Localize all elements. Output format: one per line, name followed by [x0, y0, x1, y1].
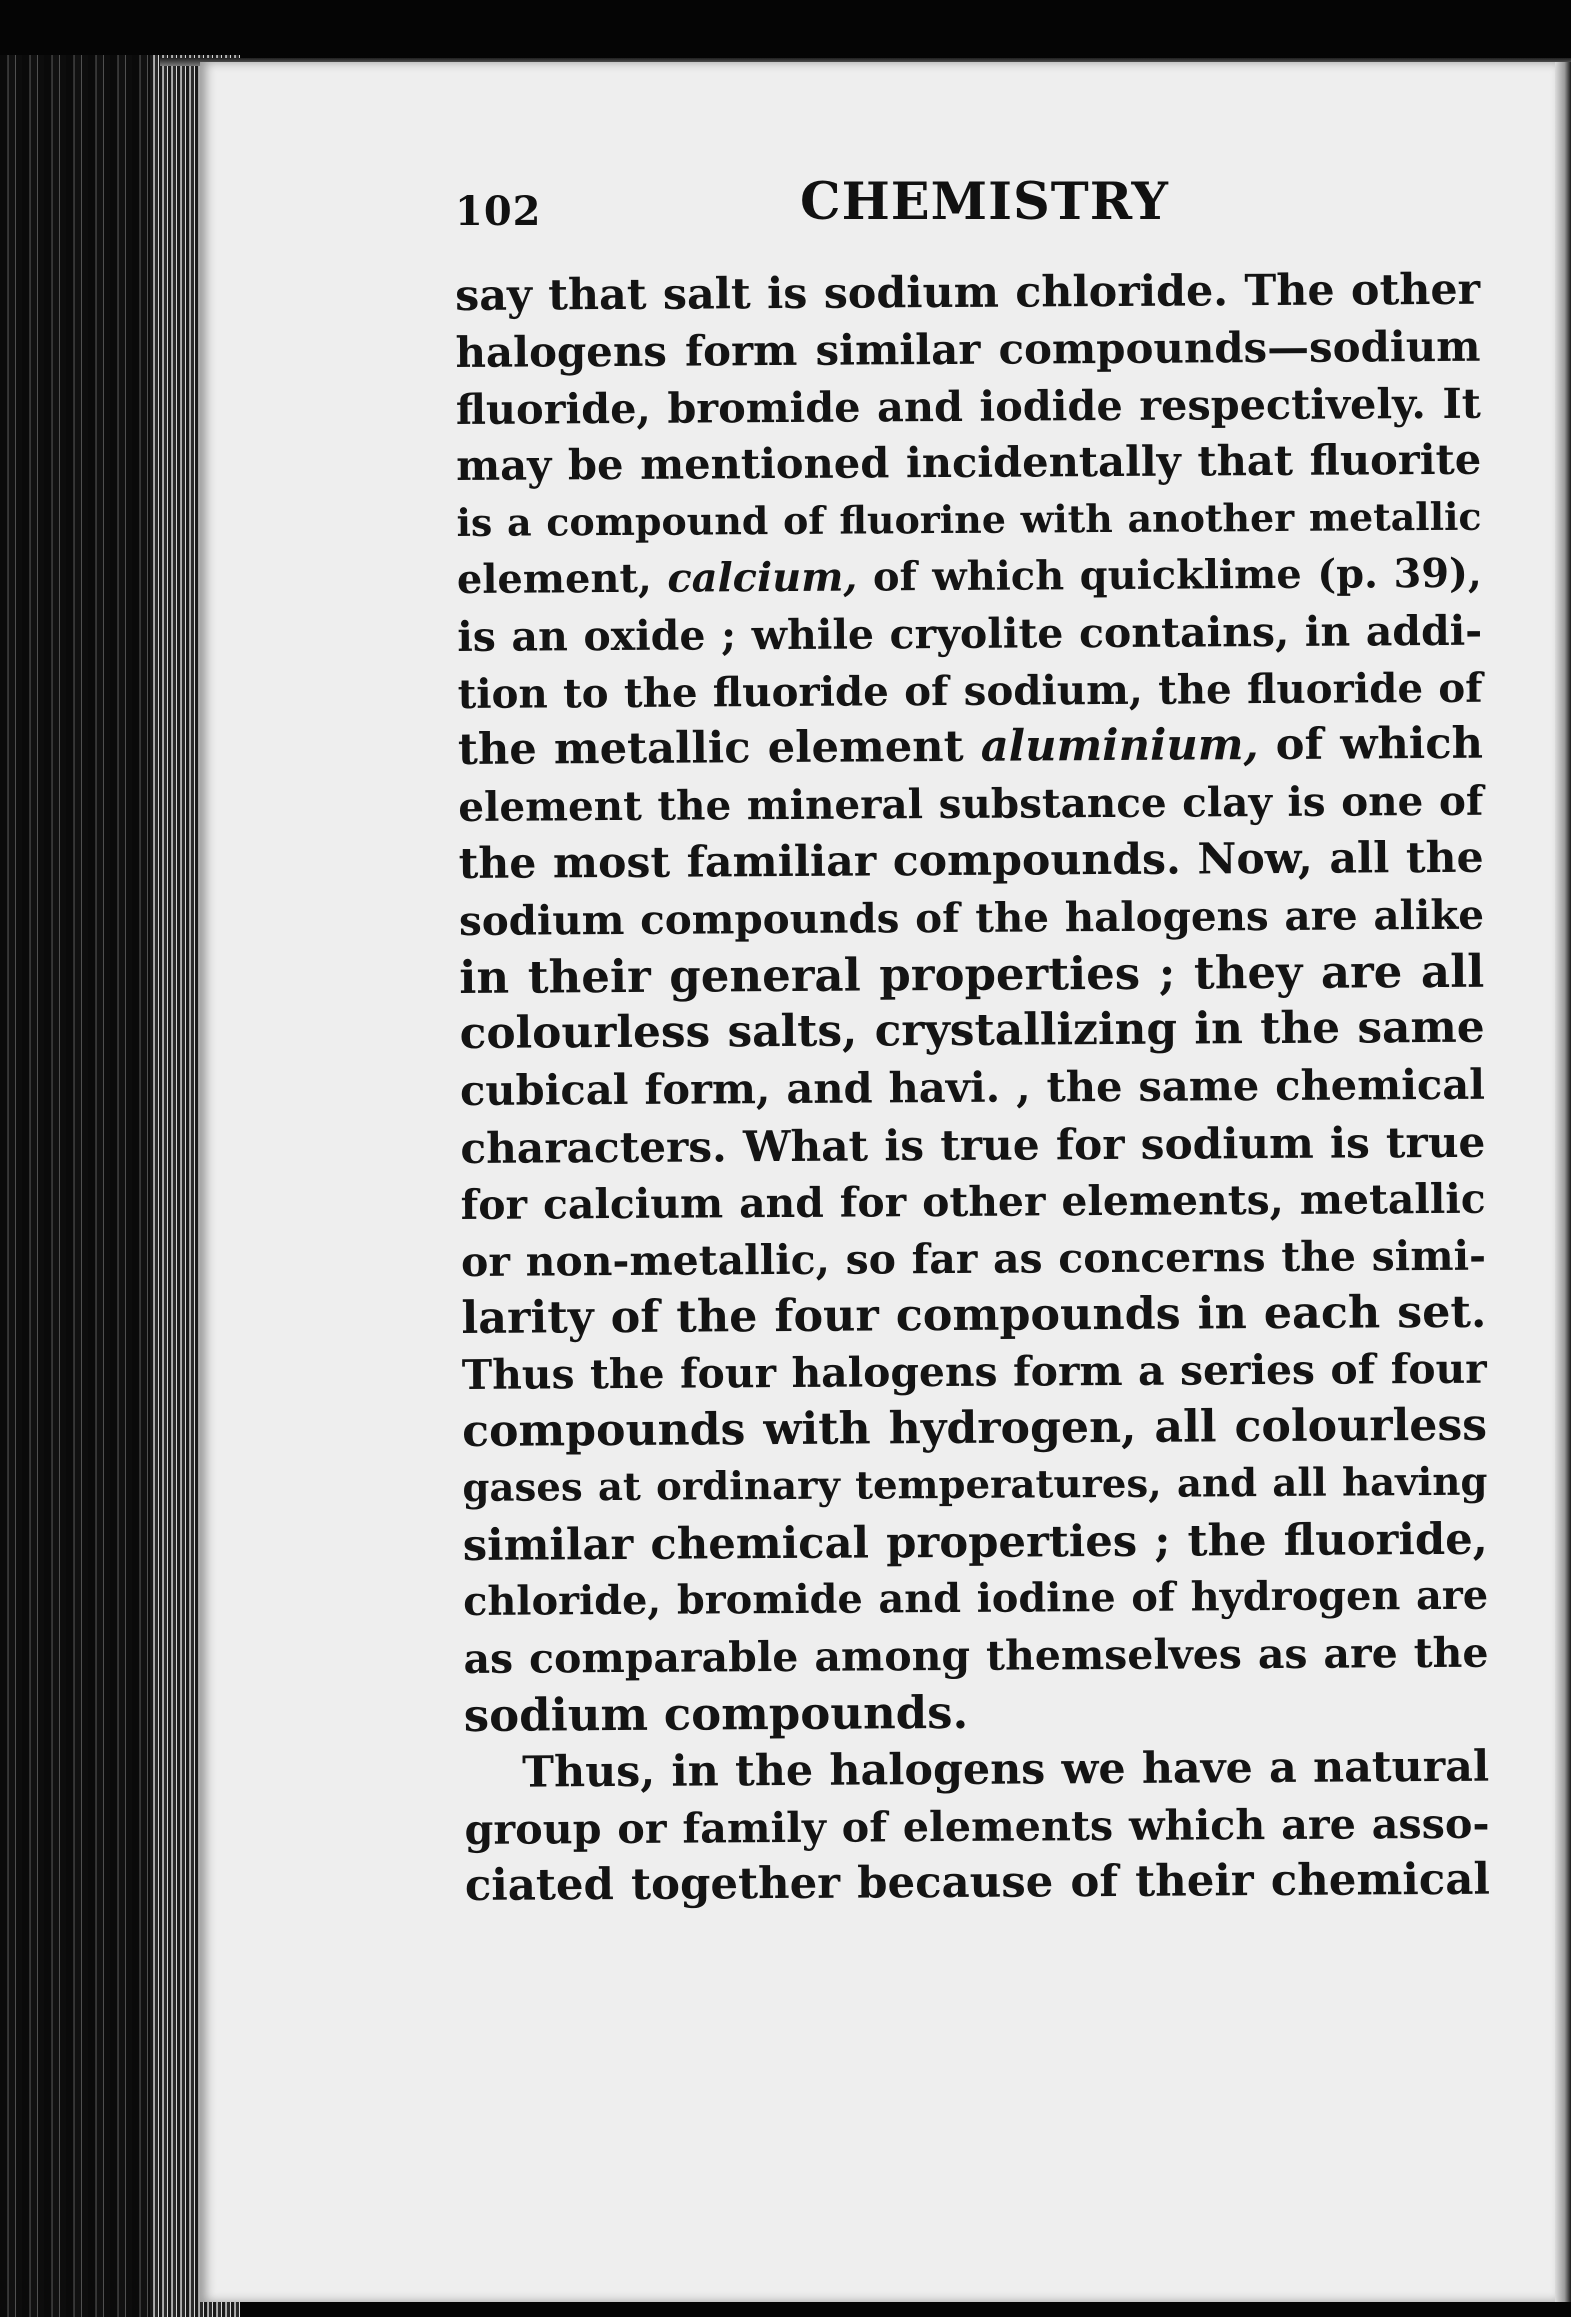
text-line: the metallic element aluminium, of which	[457, 718, 1484, 776]
text-line: compounds with hydrogen, all colourless	[461, 1399, 1488, 1457]
text-line: sodium compounds of the halogens are alike	[458, 890, 1485, 945]
text-line: characters. What is true for sodium is true	[460, 1116, 1486, 1173]
text-line: ciated together because of their chemical	[464, 1854, 1491, 1912]
page-number: 102	[455, 188, 542, 235]
text-line: similar chemical properties ; the fluoride,	[462, 1513, 1488, 1571]
italic-term: calcium,	[667, 554, 858, 602]
text-line: colourless salts, crystallizing in the same	[459, 1002, 1485, 1060]
text-line: larity of the four compounds in each set.	[461, 1286, 1487, 1345]
text-line: tion to the fluoride of sodium, the fluoride of	[457, 663, 1483, 718]
text-line: Thus, in the halogens we have a natural	[522, 1741, 1490, 1798]
body-text	[455, 262, 1490, 1915]
text-line: element, calcium, of which quicklime (p. 39),	[456, 550, 1483, 603]
text-line: say that salt is sodium chloride. The other	[455, 264, 1481, 321]
text-line: halogens form similar compounds—sodium	[455, 321, 1481, 377]
running-head: CHEMISTRY	[800, 172, 1169, 232]
text-line: fluoride, bromide and iodide respectively. It	[455, 378, 1481, 434]
text-line: the most familiar compounds. Now, all the	[458, 832, 1484, 889]
page-right-edge	[1555, 62, 1571, 2302]
text-line: as comparable among themselves as are the	[463, 1628, 1489, 1684]
text-line: is a compound of fluorine with another metallic	[456, 493, 1482, 546]
text-line: sodium compounds.	[463, 1685, 969, 1742]
text-line: in their general properties ; they are all	[459, 944, 1485, 1004]
text-line: may be mentioned incidentally that fluorite	[456, 435, 1482, 491]
text-line: or non-metallic, so far as concerns the simi-	[460, 1231, 1487, 1286]
text-line: is an oxide ; while cryolite contains, in addi-	[457, 606, 1483, 661]
italic-term: aluminium,	[980, 719, 1259, 773]
text-line: chloride, bromide and iodine of hydrogen are	[463, 1573, 1489, 1626]
text-line: element the mineral substance clay is one of	[458, 776, 1484, 832]
text-line: Thus the four halogens form a series of four	[461, 1344, 1487, 1400]
page-header	[455, 170, 1475, 240]
text-line: gases at ordinary temperatures, and all having	[462, 1459, 1488, 1511]
text-line: cubical form, and havi. , the same chemical	[459, 1059, 1486, 1116]
text-line: for calcium and for other elements, metallic	[460, 1174, 1486, 1229]
text-line: group or family of elements which are asso-	[464, 1798, 1490, 1854]
